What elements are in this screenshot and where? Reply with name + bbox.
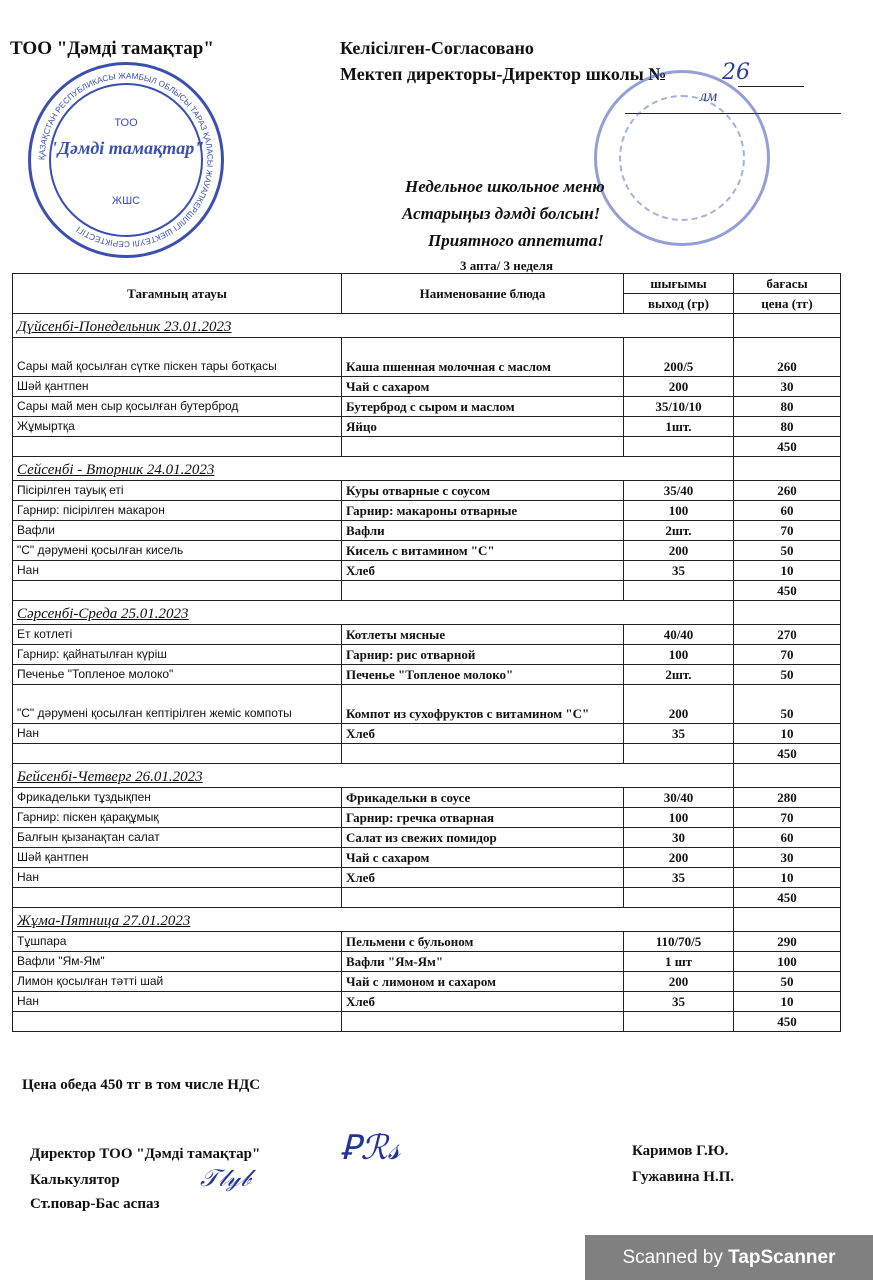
- calculator-signature: 𝒯𝓁𝓎𝒷: [200, 1164, 251, 1192]
- dish-name-kz: Гарнир: қайнатылған күріш: [13, 645, 342, 665]
- dish-price: 270: [734, 625, 841, 645]
- dish-name-kz: "С" дәрумені қосылған кисель: [13, 541, 342, 561]
- day-title-cell: [13, 764, 734, 788]
- dish-price: 50: [734, 685, 841, 724]
- day-price-cell: [734, 457, 841, 481]
- dish-name-kz: Балғын қызанақтан салат: [13, 828, 342, 848]
- dish-name-ru: Пельмени с бульоном: [342, 932, 624, 952]
- dish-price: 280: [734, 788, 841, 808]
- calculator-name: Гужавина Н.П.: [632, 1169, 735, 1185]
- approval-label: Келісілген-Согласовано: [340, 38, 534, 58]
- header-ru: Наименование блюда: [342, 274, 624, 314]
- day-total-row: [13, 581, 841, 601]
- table-row: [13, 808, 841, 828]
- table-row: [13, 397, 841, 417]
- dish-yield: 35: [624, 561, 734, 581]
- dish-name-kz: Пісірілген тауық еті: [13, 481, 342, 501]
- dish-yield: 2шт.: [624, 521, 734, 541]
- dish-name-kz: Печенье "Топленое молоко": [13, 665, 342, 685]
- table-row: [13, 665, 841, 685]
- dish-price: 30: [734, 848, 841, 868]
- day-header-row: [13, 601, 841, 625]
- dish-yield: 1шт.: [624, 417, 734, 437]
- dish-yield: 200: [624, 685, 734, 724]
- director-name: Каримов Г.Ю.: [632, 1143, 729, 1159]
- greeting-ru: Приятного аппетита!: [428, 231, 604, 250]
- day-total: 450: [734, 744, 841, 764]
- table-row: [13, 828, 841, 848]
- table-row: [13, 932, 841, 952]
- header-kz: Тағамның атауы: [13, 274, 342, 314]
- dish-name-kz: Лимон қосылған тәтті шай: [13, 972, 342, 992]
- day-price-cell: [734, 908, 841, 932]
- table-row: [13, 868, 841, 888]
- dish-name-ru: Каша пшенная молочная с маслом: [342, 338, 624, 377]
- dish-yield: 1 шт: [624, 952, 734, 972]
- day-price-cell: [734, 601, 841, 625]
- dish-yield: 2шт.: [624, 665, 734, 685]
- empty-cell: [624, 581, 734, 601]
- table-row: [13, 992, 841, 1012]
- dish-yield: 35/40: [624, 481, 734, 501]
- table-header-row: [13, 274, 841, 294]
- dish-price: 80: [734, 397, 841, 417]
- dish-price: 10: [734, 561, 841, 581]
- day-total: 450: [734, 581, 841, 601]
- table-row: [13, 788, 841, 808]
- day-total: 450: [734, 888, 841, 908]
- company-stamp: [28, 62, 224, 258]
- dish-name-ru: Чай с сахаром: [342, 377, 624, 397]
- dish-price: 260: [734, 338, 841, 377]
- stamp-top-text: ТОО: [114, 117, 138, 129]
- director-title: Директор ТОО "Дәмді тамақтар": [30, 1146, 261, 1162]
- empty-cell: [342, 888, 624, 908]
- dish-yield: 35/10/10: [624, 397, 734, 417]
- menu-title: Недельное школьное меню: [405, 177, 605, 196]
- watermark-prefix: Scanned by: [622, 1247, 729, 1268]
- day-header-row: [13, 764, 841, 788]
- day-total-row: [13, 888, 841, 908]
- dish-name-ru: Хлеб: [342, 992, 624, 1012]
- dish-name-ru: Печенье "Топленое молоко": [342, 665, 624, 685]
- dish-yield: 200: [624, 377, 734, 397]
- dish-price: 290: [734, 932, 841, 952]
- dish-name-kz: Нан: [13, 561, 342, 581]
- dish-name-ru: Кисель с витамином "С": [342, 541, 624, 561]
- dish-name-ru: Хлеб: [342, 561, 624, 581]
- signature-line: [738, 86, 804, 87]
- day-header-row: [13, 908, 841, 932]
- dish-price: 50: [734, 541, 841, 561]
- dish-price: 70: [734, 521, 841, 541]
- dish-name-ru: Чай с лимоном и сахаром: [342, 972, 624, 992]
- dish-name-ru: Компот из сухофруктов с витамином "С": [342, 685, 624, 724]
- director-signature: лм: [700, 88, 718, 105]
- dish-name-kz: Гарнир: піскен қарақұмық: [13, 808, 342, 828]
- dish-price: 10: [734, 724, 841, 744]
- table-row: [13, 417, 841, 437]
- dish-name-kz: Тұшпара: [13, 932, 342, 952]
- dish-name-ru: Бутерброд с сыром и маслом: [342, 397, 624, 417]
- day-total: 450: [734, 1012, 841, 1032]
- dish-price: 10: [734, 868, 841, 888]
- empty-cell: [342, 581, 624, 601]
- dish-price: 60: [734, 828, 841, 848]
- dish-name-kz: Ет котлеті: [13, 625, 342, 645]
- dish-name-kz: Фрикадельки тұздықпен: [13, 788, 342, 808]
- day-title: Жұма-Пятница 27.01.2023: [17, 913, 191, 929]
- dish-price: 50: [734, 972, 841, 992]
- table-row: [13, 377, 841, 397]
- dish-name-kz: Вафли "Ям-Ям": [13, 952, 342, 972]
- empty-cell: [624, 437, 734, 457]
- dish-yield: 30/40: [624, 788, 734, 808]
- price-note: Цена обеда 450 тг в том числе НДС: [22, 1077, 261, 1093]
- stamp-ring-text: [31, 65, 221, 255]
- dish-name-kz: Нан: [13, 868, 342, 888]
- day-total-row: [13, 437, 841, 457]
- dish-name-ru: Куры отварные с соусом: [342, 481, 624, 501]
- dish-name-ru: Вафли: [342, 521, 624, 541]
- dish-yield: 200: [624, 972, 734, 992]
- day-price-cell: [734, 314, 841, 338]
- empty-cell: [13, 581, 342, 601]
- table-row: [13, 952, 841, 972]
- dish-yield: 35: [624, 724, 734, 744]
- day-title-cell: [13, 908, 734, 932]
- day-title: Дүйсенбі-Понедельник 23.01.2023: [17, 319, 232, 335]
- empty-cell: [13, 1012, 342, 1032]
- dish-yield: 35: [624, 868, 734, 888]
- chef-title: Ст.повар-Бас аспаз: [30, 1196, 160, 1212]
- dish-name-ru: Хлеб: [342, 868, 624, 888]
- empty-cell: [13, 888, 342, 908]
- empty-cell: [624, 888, 734, 908]
- svg-text:ҚАЗАҚСТАН РЕСПУБЛИКАСЫ ЖАМБЫЛ: ҚАЗАҚСТАН РЕСПУБЛИКАСЫ ЖАМБЫЛ ОБЛЫСЫ ТАРАЗ ҚАЛАСЫ ЖАУАПКЕРШІЛІГІ ШЕКТЕУЛІ СЕРІКТЕСТІГІ: [37, 71, 215, 249]
- dish-price: 70: [734, 808, 841, 828]
- dish-yield: 200: [624, 848, 734, 868]
- dish-yield: 30: [624, 828, 734, 848]
- table-row: [13, 541, 841, 561]
- header-yield-ru: выход (гр): [624, 294, 734, 314]
- dish-name-kz: Сары май мен сыр қосылған бутерброд: [13, 397, 342, 417]
- empty-cell: [13, 744, 342, 764]
- dish-name-ru: Гарнир: гречка отварная: [342, 808, 624, 828]
- empty-cell: [342, 437, 624, 457]
- day-header-row: [13, 314, 841, 338]
- day-title-cell: [13, 601, 734, 625]
- empty-cell: [13, 437, 342, 457]
- dish-name-kz: Вафли: [13, 521, 342, 541]
- dish-name-ru: Чай с сахаром: [342, 848, 624, 868]
- day-total-row: [13, 1012, 841, 1032]
- dish-name-kz: "С" дәрумені қосылған кептірілген жеміс компоты: [13, 685, 342, 724]
- day-title: Сәрсенбі-Среда 25.01.2023: [17, 606, 189, 622]
- dish-name-kz: Нан: [13, 724, 342, 744]
- dish-name-ru: Котлеты мясные: [342, 625, 624, 645]
- day-title: Сейсенбі - Вторник 24.01.2023: [17, 462, 215, 478]
- menu-table: [12, 273, 841, 1032]
- table-row: [13, 521, 841, 541]
- dish-price: 60: [734, 501, 841, 521]
- company-name: ТОО "Дәмді тамақтар": [10, 38, 214, 59]
- empty-cell: [342, 1012, 624, 1032]
- table-row: [13, 481, 841, 501]
- dish-name-ru: Гарнир: рис отварной: [342, 645, 624, 665]
- dish-name-ru: Вафли "Ям-Ям": [342, 952, 624, 972]
- greeting-kz: Астарыңыз дәмді болсын!: [402, 204, 601, 223]
- empty-cell: [624, 744, 734, 764]
- table-row: [13, 501, 841, 521]
- school-director-label: Мектеп директоры-Директор школы №: [340, 64, 667, 84]
- table-row: [13, 724, 841, 744]
- dish-name-ru: Фрикадельки в соусе: [342, 788, 624, 808]
- school-number: 26: [722, 60, 750, 85]
- dish-name-ru: Гарнир: макароны отварные: [342, 501, 624, 521]
- school-stamp-inner: [619, 95, 745, 221]
- day-total-row: [13, 744, 841, 764]
- dish-price: 30: [734, 377, 841, 397]
- table-row: [13, 625, 841, 645]
- day-price-cell: [734, 764, 841, 788]
- day-title: Бейсенбі-Четверг 26.01.2023: [17, 769, 203, 785]
- dish-yield: 40/40: [624, 625, 734, 645]
- dish-name-kz: Нан: [13, 992, 342, 1012]
- calculator-title: Калькулятор: [30, 1172, 120, 1188]
- dish-name-kz: Шәй қантпен: [13, 848, 342, 868]
- empty-cell: [624, 1012, 734, 1032]
- watermark-brand: TapScanner: [728, 1247, 836, 1268]
- table-row: [13, 685, 841, 724]
- tapscanner-watermark: [585, 1235, 873, 1280]
- stamp-bottom-text: ЖШС: [111, 195, 141, 207]
- stamp-company-name: "Дәмді тамақтар": [47, 138, 205, 158]
- dish-yield: 200: [624, 541, 734, 561]
- header-price-ru: цена (тг): [734, 294, 841, 314]
- day-title-cell: [13, 457, 734, 481]
- dish-yield: 110/70/5: [624, 932, 734, 952]
- dish-name-ru: Салат из свежих помидор: [342, 828, 624, 848]
- dish-yield: 200/5: [624, 338, 734, 377]
- dish-name-kz: Жұмыртқа: [13, 417, 342, 437]
- header-price-kz: бағасы: [734, 274, 841, 294]
- dish-name-kz: Гарнир: пісірілген макарон: [13, 501, 342, 521]
- day-total: 450: [734, 437, 841, 457]
- table-row: [13, 338, 841, 377]
- header-yield-kz: шығымы: [624, 274, 734, 294]
- dish-name-ru: Хлеб: [342, 724, 624, 744]
- director-signature: Ꝑℛ𝓈: [340, 1128, 401, 1168]
- dish-name-ru: Яйцо: [342, 417, 624, 437]
- dish-yield: 100: [624, 808, 734, 828]
- dish-yield: 100: [624, 645, 734, 665]
- empty-cell: [342, 744, 624, 764]
- dish-price: 260: [734, 481, 841, 501]
- dish-price: 80: [734, 417, 841, 437]
- table-row: [13, 561, 841, 581]
- dish-yield: 100: [624, 501, 734, 521]
- table-row: [13, 645, 841, 665]
- day-title-cell: [13, 314, 734, 338]
- table-row: [13, 848, 841, 868]
- day-header-row: [13, 457, 841, 481]
- dish-price: 50: [734, 665, 841, 685]
- dish-price: 10: [734, 992, 841, 1012]
- dish-price: 70: [734, 645, 841, 665]
- dish-price: 100: [734, 952, 841, 972]
- dish-name-kz: Сары май қосылған сүтке піскен тары ботқасы: [13, 338, 342, 377]
- dish-yield: 35: [624, 992, 734, 1012]
- table-row: [13, 972, 841, 992]
- week-label: 3 апта/ 3 неделя: [460, 258, 553, 273]
- dish-name-kz: Шәй қантпен: [13, 377, 342, 397]
